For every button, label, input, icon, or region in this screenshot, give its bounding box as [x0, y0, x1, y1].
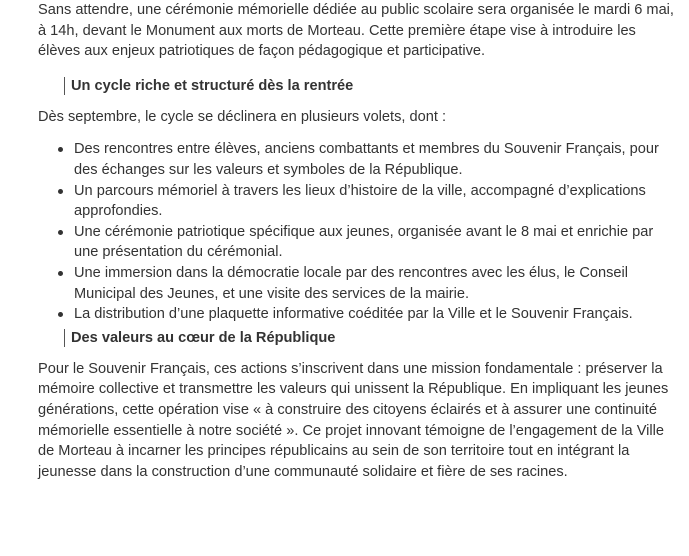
- bullet-icon: [58, 189, 63, 194]
- list-item-text: Un parcours mémoriel à travers les lieux d’histoire de la ville, accompagné d’explications approfondies.: [74, 182, 646, 220]
- list-item: [38, 181, 678, 222]
- bullet-icon: [58, 312, 63, 317]
- bullet-icon: [58, 147, 63, 152]
- bullet-icon: [58, 230, 63, 235]
- list-item: [38, 222, 678, 263]
- list-item-text: Une immersion dans la démocratie locale par des rencontres avec les élus, le Conseil Municipal des Jeunes, et une visite des services de la mairie.: [74, 264, 629, 302]
- article-body: [38, 0, 678, 482]
- list-item: [38, 139, 678, 180]
- section-lead-paragraph: Dès septembre, le cycle se déclinera en plusieurs volets, dont :: [38, 108, 447, 125]
- list-item-text: Une cérémonie patriotique spécifique aux jeunes, organisée avant le 8 mai et enrichie par une présentation du cérémonial.: [74, 223, 654, 261]
- list-item: [38, 304, 678, 325]
- list-item-text: La distribution d’une plaquette informative coéditée par la Ville et le Souvenir Français.: [74, 306, 633, 323]
- closing-paragraph: Pour le Souvenir Français, ces actions s’inscrivent dans une mission fondamentale : préserver la mémoire collective et transmettre les valeurs qui unissent la République. En impliquant les jeunes générations, cette opération vise « à construire des citoyens éclairés et à assurer une continuité mémorielle essentielle à notre société ». Ce projet innovant témoigne de l’engagement de la Ville de Morteau à incarner les principes républicains au sein de son territoire tout en intégrant la jeunesse dans la construction d’une communauté solidaire et fière de ses racines.: [38, 360, 669, 480]
- intro-paragraph: Sans attendre, une cérémonie mémorielle dédiée au public scolaire sera organisée le mardi 6 mai, à 14h, devant le Monument aux morts de Morteau. Cette première étape vise à introduire les élèves aux enjeux patriotiques de façon pédagogique et participative.: [38, 2, 674, 60]
- bullet-icon: [58, 271, 63, 276]
- list-item-text: Des rencontres entre élèves, anciens combattants et membres du Souvenir Français, pour des échanges sur les valeurs et symboles de la République.: [74, 141, 659, 178]
- list-item: [38, 263, 678, 304]
- volets-list: [38, 139, 678, 324]
- section-heading-valeurs: Des valeurs au cœur de la République: [64, 329, 678, 347]
- section-heading-cycle: Un cycle riche et structuré dès la rentrée: [64, 77, 678, 95]
